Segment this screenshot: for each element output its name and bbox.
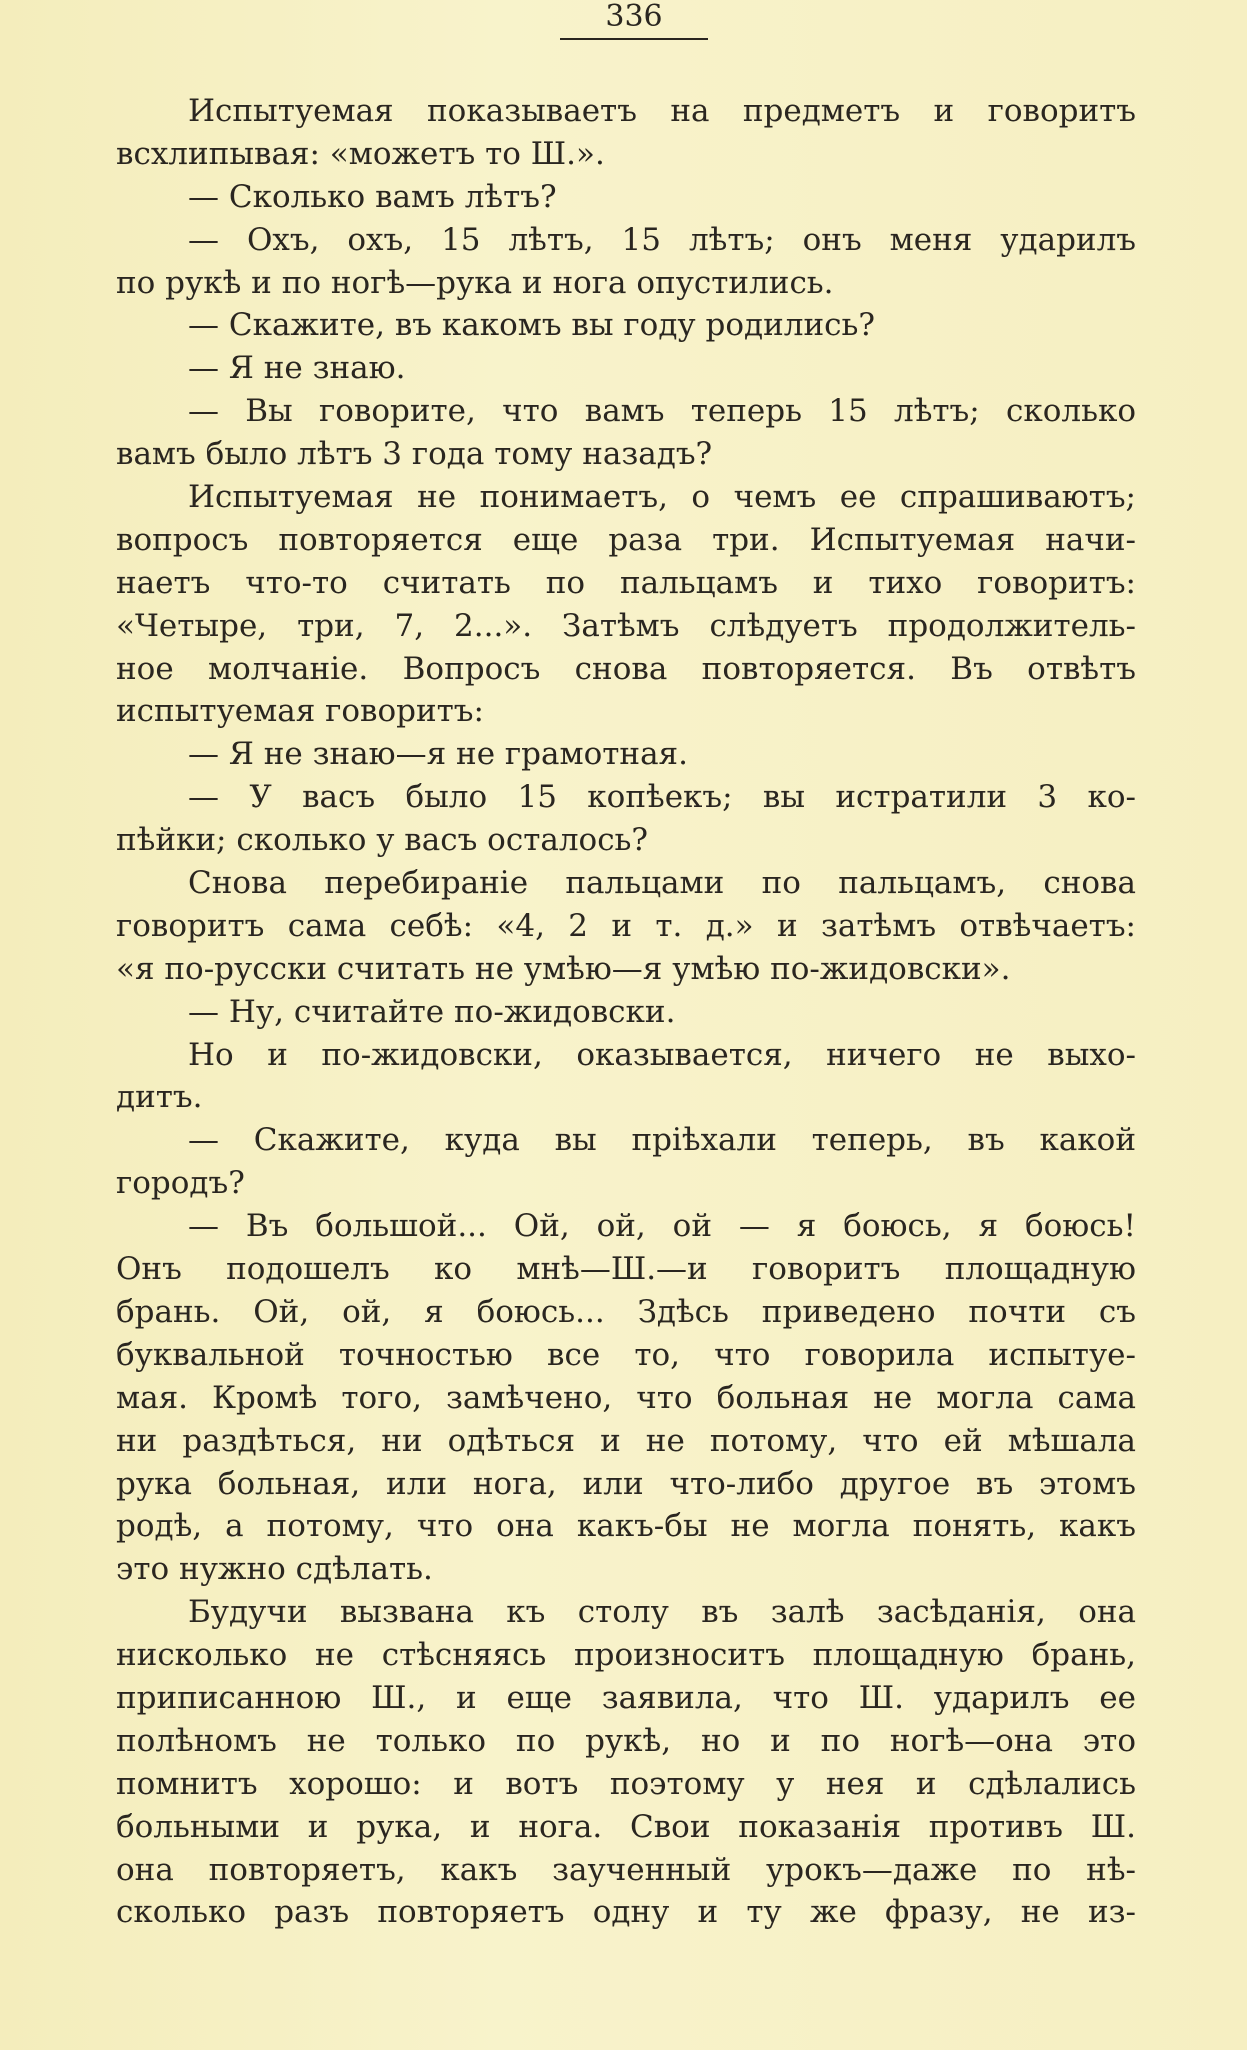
text-line: пѣйки; сколько у васъ осталось? <box>116 822 649 859</box>
text-line: «я по-русски считать не умѣю—я умѣю по-жидовски». <box>116 950 1011 987</box>
text-line: — Скажите, въ какомъ вы году родились? <box>188 307 875 344</box>
text-line: всхлипывая: «можетъ то Ш.». <box>116 135 605 172</box>
text-line: сколько разъ повторяетъ одну и ту же фразу, не из- <box>116 1894 1136 1931</box>
text-line: Онъ подошелъ ко мнѣ—Ш.—и говоритъ площадную <box>116 1251 1136 1288</box>
text-line: полѣномъ не только по рукѣ, но и по ногѣ—она это <box>116 1722 1136 1759</box>
text-line: она повторяетъ, какъ заученный урокъ—даже по нѣ- <box>116 1851 1136 1888</box>
text-line: испытуемая говоритъ: <box>116 693 484 730</box>
text-line: говоритъ сама себѣ: «4, 2 и т. д.» и затѣмъ отвѣчаетъ: <box>116 907 1136 944</box>
text-line: Снова перебираніе пальцами по пальцамъ, снова <box>188 865 1136 902</box>
text-line: помнитъ хорошо: и вотъ поэтому у нея и сдѣлались <box>116 1765 1136 1802</box>
text-line: брань. Ой, ой, я боюсь... Здѣсь приведено почти съ <box>116 1293 1136 1330</box>
text-line: ное молчаніе. Вопросъ снова повторяется. Въ отвѣтъ <box>116 650 1136 687</box>
text-line: вопросъ повторяется еще раза три. Испытуемая начи- <box>116 521 1136 558</box>
text-line: родѣ, а потому, что она какъ-бы не могла понять, какъ <box>116 1508 1136 1545</box>
text-line: нисколько не стѣсняясь произноситъ площадную брань, <box>116 1637 1136 1674</box>
text-line: — Въ большой... Ой, ой, ой — я боюсь, я боюсь! <box>188 1208 1136 1245</box>
text-line: — Охъ, охъ, 15 лѣтъ, 15 лѣтъ; онъ меня ударилъ <box>188 221 1136 258</box>
text-line: вамъ было лѣтъ 3 года тому назадъ? <box>116 436 713 473</box>
text-line: ни раздѣться, ни одѣться и не потому, что ей мѣшала <box>116 1422 1136 1459</box>
text-line: городъ? <box>116 1165 245 1202</box>
text-line: наетъ что-то считать по пальцамъ и тихо говоритъ: <box>116 564 1136 601</box>
text-line: — Вы говорите, что вамъ теперь 15 лѣтъ; сколько <box>188 393 1136 430</box>
text-line: рука больная, или нога, или что-либо другое въ этомъ <box>116 1465 1136 1502</box>
text-line: Но и по-жидовски, оказывается, ничего не выхо- <box>188 1036 1136 1073</box>
page-body-text <box>116 90 1136 1934</box>
text-line: — Я не знаю. <box>188 350 406 387</box>
text-line: — У васъ было 15 копѣекъ; вы истратили 3 ко- <box>188 779 1136 816</box>
text-line: приписанною Ш., и еще заявила, что Ш. ударилъ ее <box>116 1679 1136 1716</box>
text-line: Испытуемая не понимаетъ, о чемъ ее спрашиваютъ; <box>188 479 1136 516</box>
text-line: мая. Кромѣ того, замѣчено, что больная не могла сама <box>116 1379 1136 1416</box>
text-line: это нужно сдѣлать. <box>116 1551 433 1588</box>
text-line: больными и рука, и нога. Свои показанія противъ Ш. <box>116 1808 1136 1845</box>
page-number: 336 <box>560 0 708 40</box>
text-line: — Я не знаю—я не грамотная. <box>188 736 688 773</box>
text-line: — Скажите, куда вы пріѣхали теперь, въ какой <box>188 1122 1136 1159</box>
text-line: Испытуемая показываетъ на предметъ и говоритъ <box>188 93 1136 129</box>
text-line: — Ну, считайте по-жидовски. <box>188 993 676 1030</box>
text-line: — Сколько вамъ лѣтъ? <box>188 178 557 215</box>
text-line: дитъ. <box>116 1079 203 1116</box>
text-line: «Четыре, три, 7, 2...». Затѣмъ слѣдуетъ продолжитель- <box>116 607 1136 644</box>
text-line: по рукѣ и по ногѣ—рука и нога опустились. <box>116 264 834 301</box>
text-line: Будучи вызвана къ столу въ залѣ засѣданія, она <box>188 1594 1136 1631</box>
text-line: буквальной точностью все то, что говорила испытуе- <box>116 1336 1136 1373</box>
